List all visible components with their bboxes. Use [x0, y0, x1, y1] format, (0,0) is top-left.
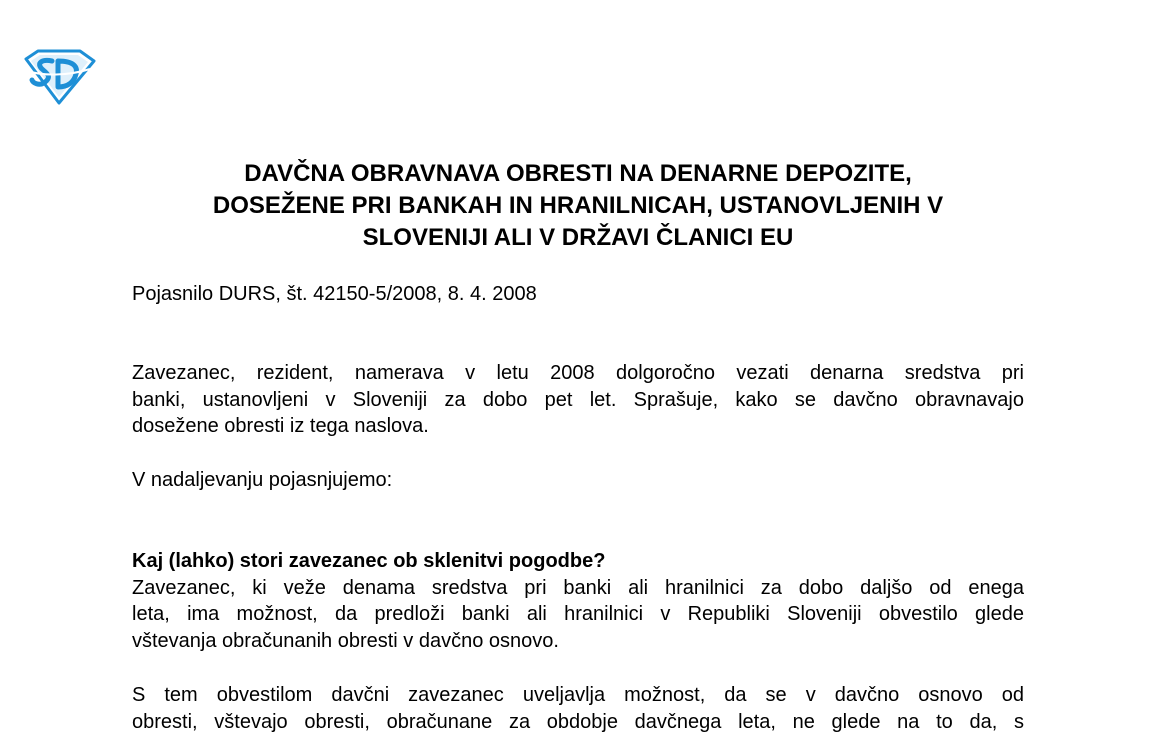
paragraph-line: banki, ustanovljeni v Sloveniji za dobo pet let. Sprašuje, kako se davčno obravnavajo	[132, 388, 1024, 411]
paragraph-line: V nadaljevanju pojasnjujemo:	[132, 469, 393, 491]
sd-shield-logo-icon	[22, 49, 96, 105]
reference-line: Pojasnilo DURS, št. 42150-5/2008, 8. 4. 2008	[132, 283, 537, 305]
section-heading: Kaj (lahko) stori zavezanec ob sklenitvi pogodbe?	[132, 550, 606, 572]
document-title	[132, 158, 1024, 254]
paragraph-line: S tem obvestilom davčni zavezanec uveljavlja možnost, da se v davčno osnovo od	[132, 684, 1024, 706]
title-line: DOSEŽENE PRI BANKAH IN HRANILNICAH, USTANOVLJENIH V	[212, 192, 944, 219]
notice-paragraph	[132, 682, 1024, 735]
paragraph-line: vštevanja obračunanih obresti v davčno osnovo.	[132, 629, 559, 652]
paragraph-line: leta, ima možnost, da predloži banki ali hranilnici v Republiki Sloveniji obvestilo glede	[132, 603, 1024, 625]
paragraph-line: Zavezanec, rezident, namerava v letu 2008 dolgoročno vezati denarna sredstva pri	[132, 362, 1024, 384]
paragraph-line: obresti, vštevajo obresti, obračunane za obdobje davčnega leta, ne glede na to da, s	[132, 710, 1024, 733]
paragraph-line: Zavezanec, ki veže denama sredstva pri banki ali hranilnici za dobo daljšo od enega	[132, 576, 1024, 599]
title-line: SLOVENIJI ALI V DRŽAVI ČLANICI EU	[362, 224, 794, 251]
title-line: DAVČNA OBRAVNAVA OBRESTI NA DENARNE DEPOZITE,	[244, 160, 912, 187]
transition-paragraph	[132, 467, 1024, 494]
section-block	[132, 548, 1024, 654]
paragraph-line: dosežene obresti iz tega naslova.	[132, 415, 429, 437]
intro-paragraph	[132, 360, 1024, 440]
